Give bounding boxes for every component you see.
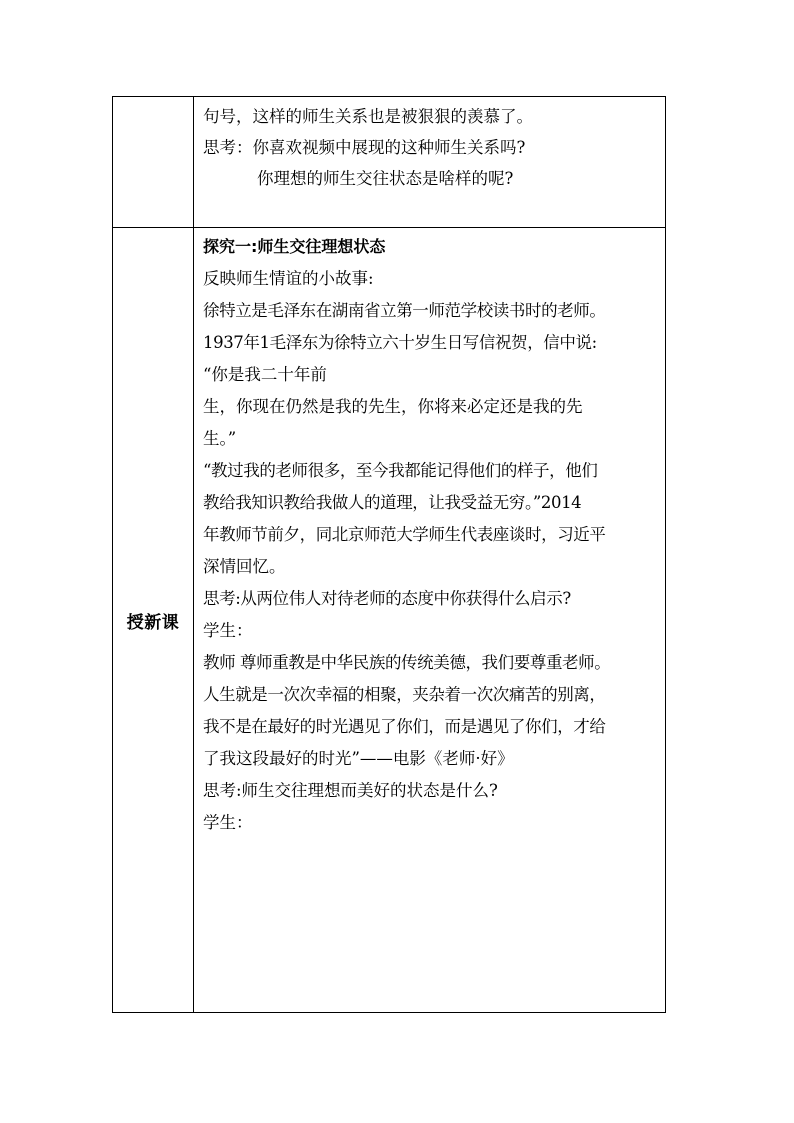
- row-label: 授新课: [126, 612, 180, 633]
- question-line: 思考:师生交往理想而美好的状态是什么?: [203, 781, 498, 800]
- table-row-new-lesson: [113, 228, 666, 1013]
- question-line: 你理想的师生交往状态是啥样的呢?: [257, 169, 514, 188]
- row-content-cell: [194, 228, 666, 1013]
- text-line: 反映师生情谊的小故事:: [203, 269, 374, 288]
- lesson-plan-table: [112, 96, 666, 1013]
- row-label-cell: [113, 228, 194, 1013]
- quote-line: 我不是在最好的时光遇见了你们，而是遇见了你们，才给: [203, 717, 606, 736]
- quote-line: 生。”: [203, 429, 237, 448]
- student-line: 学生：: [203, 621, 253, 640]
- quote-line: 了我这段最好的时光”——电影《老师·好》: [203, 749, 514, 768]
- quote-line: “你是我二十年前: [203, 365, 327, 384]
- quote-line: 生，你现在仍然是我的先生，你将来必定还是我的先: [203, 397, 583, 416]
- question-line: 思考：你喜欢视频中展现的这种师生关系吗?: [203, 138, 526, 157]
- text-line: 1937年1毛泽东为徐特立六十岁生日写信祝贺，信中说:: [203, 333, 597, 352]
- quote-line: “教过我的老师很多，至今我都能记得他们的样子，他们: [203, 461, 598, 480]
- teacher-line: 教师 尊师重教是中华民族的传统美德，我们要尊重老师。: [203, 653, 611, 672]
- text-line: 深情回忆。: [203, 557, 286, 576]
- row-label-cell-empty: [113, 97, 194, 228]
- quote-line: 人生就是一次次幸福的相聚，夹杂着一次次痛苦的别离，: [203, 685, 606, 704]
- text-line: 徐特立是毛泽东在湖南省立第一师范学校读书时的老师。: [203, 301, 606, 320]
- row-content-cell: [194, 97, 666, 228]
- student-line: 学生：: [203, 813, 253, 832]
- table-row-intro: [113, 97, 666, 228]
- text-line: 句号，这样的师生关系也是被狠狠的羡慕了。: [203, 107, 533, 126]
- section-heading: 探究一:师生交往理想状态: [203, 237, 386, 256]
- quote-line: 教给我知识教给我做人的道理，让我受益无穷。”2014: [203, 493, 582, 512]
- text-line: 年教师节前夕，同北京师范大学师生代表座谈时，习近平: [203, 525, 606, 544]
- question-line: 思考:从两位伟人对待老师的态度中你获得什么启示?: [203, 589, 571, 608]
